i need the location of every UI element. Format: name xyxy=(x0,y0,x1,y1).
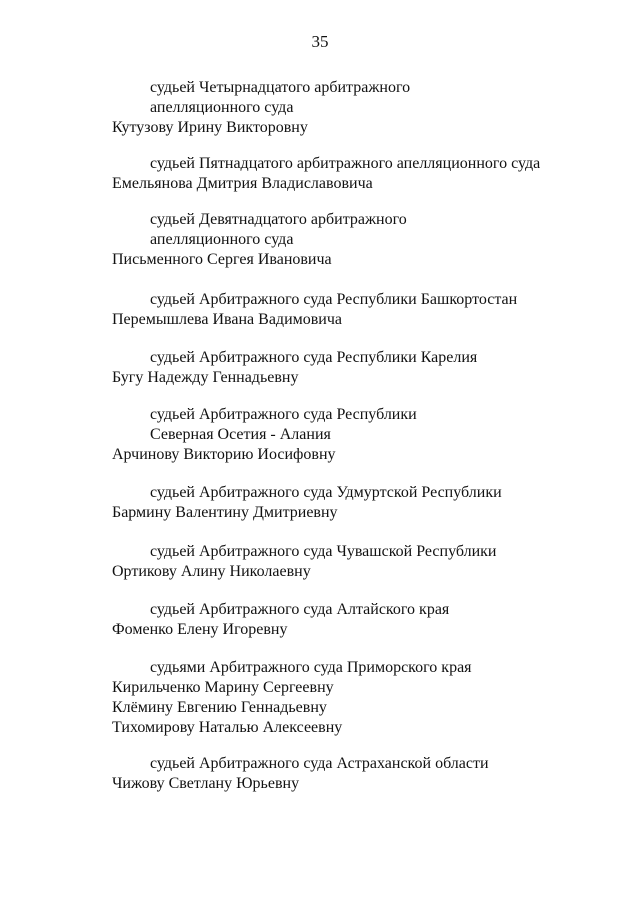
position-line: судьей Арбитражного суда Республики xyxy=(150,406,417,423)
appointment-entry xyxy=(112,348,622,388)
judge-name: Емельянова Дмитрия Владиславовича xyxy=(112,175,373,192)
judge-name: Письменного Сергея Ивановича xyxy=(112,251,332,268)
judge-name: Арчинову Викторию Иосифовну xyxy=(112,446,336,463)
judge-name: Ортикову Алину Николаевну xyxy=(112,563,311,580)
page-number: 35 xyxy=(311,32,329,51)
judge-name: Бугу Надежду Геннадьевну xyxy=(112,369,299,386)
position-line: судьей Пятнадцатого арбитражного апелляционного суда xyxy=(150,155,541,172)
judge-name: Кутузову Ирину Викторовну xyxy=(112,119,308,136)
judge-name: Клёмину Евгению Геннадьевну xyxy=(112,699,327,716)
judge-name: Чижову Светлану Юрьевну xyxy=(112,775,300,792)
judge-name: Перемышлева Ивана Вадимовича xyxy=(112,311,343,328)
appointment-entry xyxy=(112,754,622,794)
appointment-entry xyxy=(112,600,622,640)
appointment-entry xyxy=(112,290,622,330)
position-line: Северная Осетия - Алания xyxy=(150,426,331,443)
position-line: апелляционного суда xyxy=(150,99,294,116)
judge-name: Кирильченко Марину Сергеевну xyxy=(112,679,334,696)
position-line: апелляционного суда xyxy=(150,231,294,248)
position-line: судьями Арбитражного суда Приморского края xyxy=(150,659,472,676)
appointment-entry xyxy=(112,210,622,270)
position-line: судьей Девятнадцатого арбитражного xyxy=(150,211,407,228)
position-line: судьей Арбитражного суда Республики Башкортостан xyxy=(150,291,518,308)
appointment-list xyxy=(112,78,622,794)
position-line: судьей Арбитражного суда Удмуртской Республики xyxy=(150,484,502,501)
appointment-entry xyxy=(112,483,622,523)
position-line: судьей Арбитражного суда Астраханской области xyxy=(150,755,489,772)
position-line: судьей Арбитражного суда Чувашской Республики xyxy=(150,543,497,560)
position-line: судьей Арбитражного суда Республики Карелия xyxy=(150,349,478,366)
appointment-entry xyxy=(112,78,622,138)
appointment-entry xyxy=(112,405,622,465)
appointment-entry xyxy=(112,542,622,582)
appointment-entry xyxy=(112,658,622,738)
judge-name: Бармину Валентину Дмитриевну xyxy=(112,504,338,521)
position-line: судьей Арбитражного суда Алтайского края xyxy=(150,601,450,618)
position-line: судьей Четырнадцатого арбитражного xyxy=(150,79,411,96)
judge-name: Тихомирову Наталью Алексеевну xyxy=(112,719,343,736)
appointment-entry xyxy=(112,154,622,194)
judge-name: Фоменко Елену Игоревну xyxy=(112,621,288,638)
